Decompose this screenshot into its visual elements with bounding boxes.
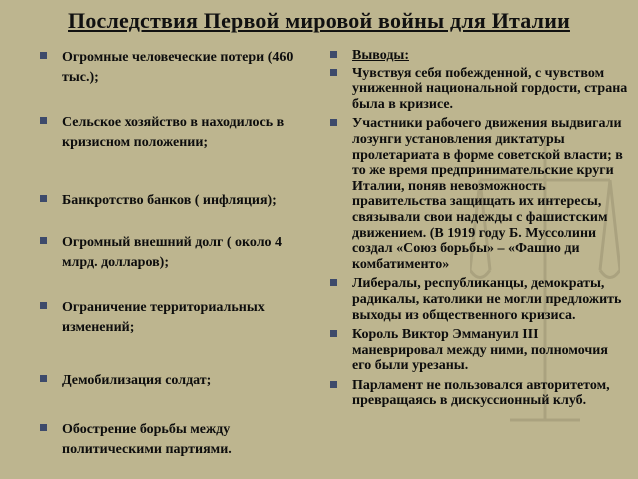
bullet-icon (40, 302, 47, 309)
list-item-text: Огромный внешний долг ( около 4 млрд. долларов); (62, 235, 283, 270)
bullet-icon (330, 119, 337, 126)
conclusions-list (330, 48, 630, 409)
bullet-icon (330, 51, 337, 58)
list-item-text: Обострение борьбы между политическими партиями. (62, 422, 232, 457)
bullet-icon (330, 330, 337, 337)
bullet-icon (40, 195, 47, 202)
bullet-icon (40, 237, 47, 244)
list-item (40, 48, 310, 88)
list-item (330, 378, 630, 409)
consequences-list (40, 48, 310, 460)
list-item (40, 233, 310, 273)
list-item (40, 371, 310, 391)
bullet-icon (40, 424, 47, 431)
list-item-text: Участники рабочего движения выдвигали лозунги установления диктатуры пролетариата в форме советской власти; в то же время предпринимательские круги Италии, поняв невозможность правительства защищать их интересы, связывали свои надежды с фашистским движением. (В 1919 году Б. Муссолини создал «Союз борьбы» – «Фашио ди комбатименто» (352, 116, 623, 272)
list-item (330, 276, 630, 323)
bullet-icon (330, 69, 337, 76)
bullet-icon (40, 375, 47, 382)
list-item-text: Ограничение территориальных изменений; (62, 300, 265, 335)
list-item (40, 113, 310, 153)
list-item-text: Выводы: (352, 48, 410, 63)
bullet-icon (330, 381, 337, 388)
list-item (40, 298, 310, 338)
list-item (40, 191, 310, 211)
list-item-text: Огромные человеческие потери (460 тыс.); (62, 50, 294, 85)
bullet-icon (40, 52, 47, 59)
list-item (330, 116, 630, 272)
list-item (40, 420, 310, 460)
list-item-text: Король Виктор Эммануил III маневрировал между ними, полномочия его были урезаны. (352, 327, 608, 374)
list-item-text: Банкротство банков ( инфляция); (62, 193, 277, 208)
list-item (330, 327, 630, 374)
list-item-text: Сельское хозяйство в находилось в кризисном положении; (62, 115, 285, 150)
bullet-icon (40, 117, 47, 124)
list-item-text: Демобилизация солдат; (62, 373, 212, 388)
list-item-text: Чувствуя себя побежденной, с чувством униженной национальной гордости, страна была в кризисе. (352, 65, 628, 112)
list-item-text: Парламент не пользовался авторитетом, превращаясь в дискуссионный клуб. (352, 377, 610, 409)
conclusions-heading (330, 48, 630, 64)
list-item (330, 66, 630, 113)
list-item-text: Либералы, республиканцы, демократы, радикалы, католики не могли предложить выходы из общественного кризиса. (352, 276, 622, 323)
page-title: Последствия Первой мировой войны для Италии (68, 8, 570, 33)
bullet-icon (330, 279, 337, 286)
